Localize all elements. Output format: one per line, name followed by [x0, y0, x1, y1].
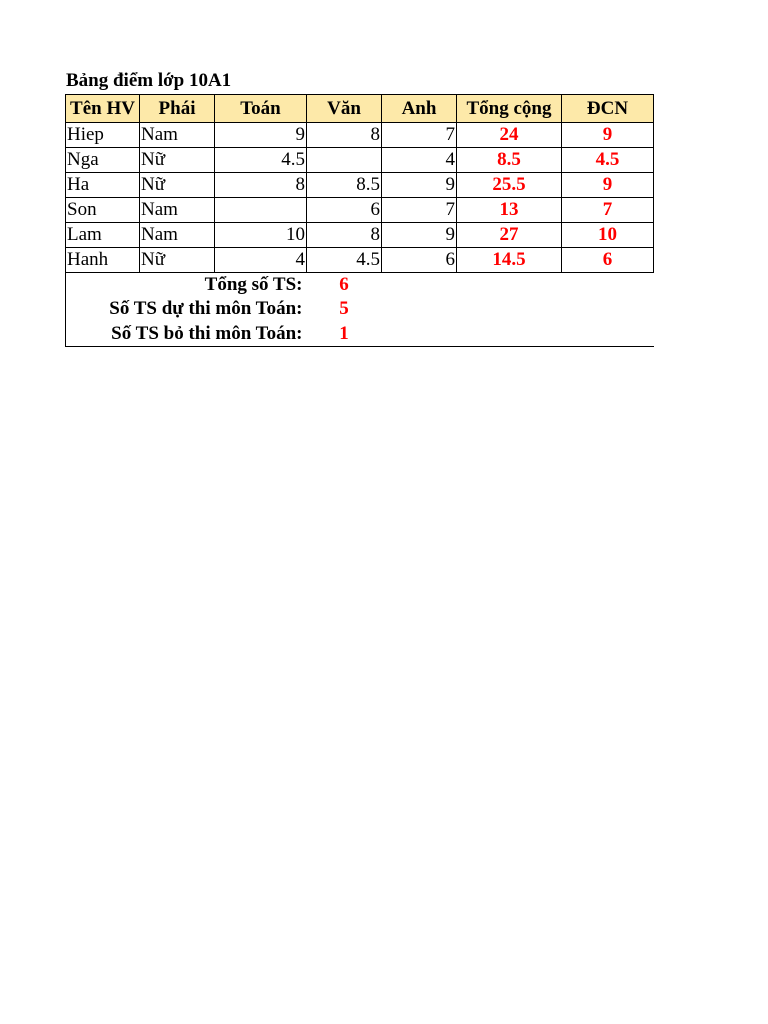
header-literature[interactable]: Văn [307, 95, 382, 123]
cell-total[interactable]: 27 [457, 223, 562, 248]
header-english[interactable]: Anh [382, 95, 457, 123]
cell-name[interactable]: Nga [66, 148, 140, 173]
table-row [66, 123, 654, 148]
summary-value[interactable]: 6 [339, 274, 349, 295]
cell-total[interactable]: 25.5 [457, 173, 562, 198]
summary-row-math-attended [66, 297, 654, 322]
table-row [66, 198, 654, 223]
empty-cell[interactable] [382, 273, 457, 298]
cell-literature[interactable]: 4.5 [307, 248, 382, 273]
empty-cell[interactable] [562, 297, 654, 322]
empty-cell[interactable] [562, 273, 654, 298]
cell-name[interactable]: Hanh [66, 248, 140, 273]
header-max-score[interactable]: ĐCN [562, 95, 654, 123]
cell-total[interactable]: 8.5 [457, 148, 562, 173]
cell-gender[interactable]: Nữ [140, 248, 215, 273]
header-gender[interactable]: Phái [140, 95, 215, 123]
cell-name[interactable]: Lam [66, 223, 140, 248]
summary-label[interactable]: Tổng số TS: [66, 273, 307, 298]
cell-english[interactable]: 9 [382, 223, 457, 248]
cell-total[interactable]: 24 [457, 123, 562, 148]
sheet-title: Bảng điểm lớp 10A1 [66, 70, 232, 91]
cell-math[interactable]: 10 [215, 223, 307, 248]
summary-label[interactable]: Số TS bỏ thi môn Toán: [66, 322, 307, 347]
empty-cell[interactable] [457, 297, 562, 322]
cell-gender[interactable]: Nam [140, 123, 215, 148]
cell-math[interactable]: 4.5 [215, 148, 307, 173]
cell-max-score[interactable]: 6 [562, 248, 654, 273]
table-row [66, 173, 654, 198]
cell-literature[interactable]: 6 [307, 198, 382, 223]
cell-total[interactable]: 14.5 [457, 248, 562, 273]
cell-max-score[interactable]: 10 [562, 223, 654, 248]
header-row [66, 95, 654, 123]
cell-gender[interactable]: Nam [140, 198, 215, 223]
summary-value[interactable]: 5 [339, 298, 349, 320]
empty-cell[interactable] [382, 322, 457, 347]
cell-name[interactable]: Hiep [66, 123, 140, 148]
empty-cell[interactable] [382, 297, 457, 322]
summary-row-total-candidates [66, 273, 654, 298]
cell-max-score[interactable]: 9 [562, 173, 654, 198]
cell-english[interactable]: 7 [382, 123, 457, 148]
header-total[interactable]: Tổng cộng [457, 95, 562, 123]
table-row [66, 248, 654, 273]
summary-row-math-absent [66, 322, 654, 347]
cell-english[interactable]: 6 [382, 248, 457, 273]
cell-literature[interactable]: 8.5 [307, 173, 382, 198]
cell-english[interactable]: 9 [382, 173, 457, 198]
cell-math[interactable]: 8 [215, 173, 307, 198]
header-name[interactable]: Tên HV [66, 95, 140, 123]
empty-cell[interactable] [457, 273, 562, 298]
cell-literature[interactable]: 8 [307, 123, 382, 148]
cell-english[interactable]: 4 [382, 148, 457, 173]
cell-name[interactable]: Ha [66, 173, 140, 198]
cell-name[interactable]: Son [66, 198, 140, 223]
cell-gender[interactable]: Nam [140, 223, 215, 248]
header-math[interactable]: Toán [215, 95, 307, 123]
summary-label[interactable]: Số TS dự thi môn Toán: [66, 297, 307, 322]
cell-gender[interactable]: Nữ [140, 148, 215, 173]
cell-max-score[interactable]: 4.5 [562, 148, 654, 173]
cell-total[interactable]: 13 [457, 198, 562, 223]
cell-literature[interactable]: 8 [307, 223, 382, 248]
grade-table [65, 94, 654, 347]
cell-english[interactable]: 7 [382, 198, 457, 223]
cell-math[interactable] [215, 198, 307, 223]
cell-literature[interactable] [307, 148, 382, 173]
table-row [66, 223, 654, 248]
empty-cell[interactable] [457, 322, 562, 347]
table-row [66, 148, 654, 173]
cell-gender[interactable]: Nữ [140, 173, 215, 198]
cell-math[interactable]: 9 [215, 123, 307, 148]
cell-max-score[interactable]: 9 [562, 123, 654, 148]
cell-max-score[interactable]: 7 [562, 198, 654, 223]
cell-math[interactable]: 4 [215, 248, 307, 273]
summary-value[interactable]: 1 [307, 322, 382, 347]
empty-cell[interactable] [562, 322, 654, 347]
